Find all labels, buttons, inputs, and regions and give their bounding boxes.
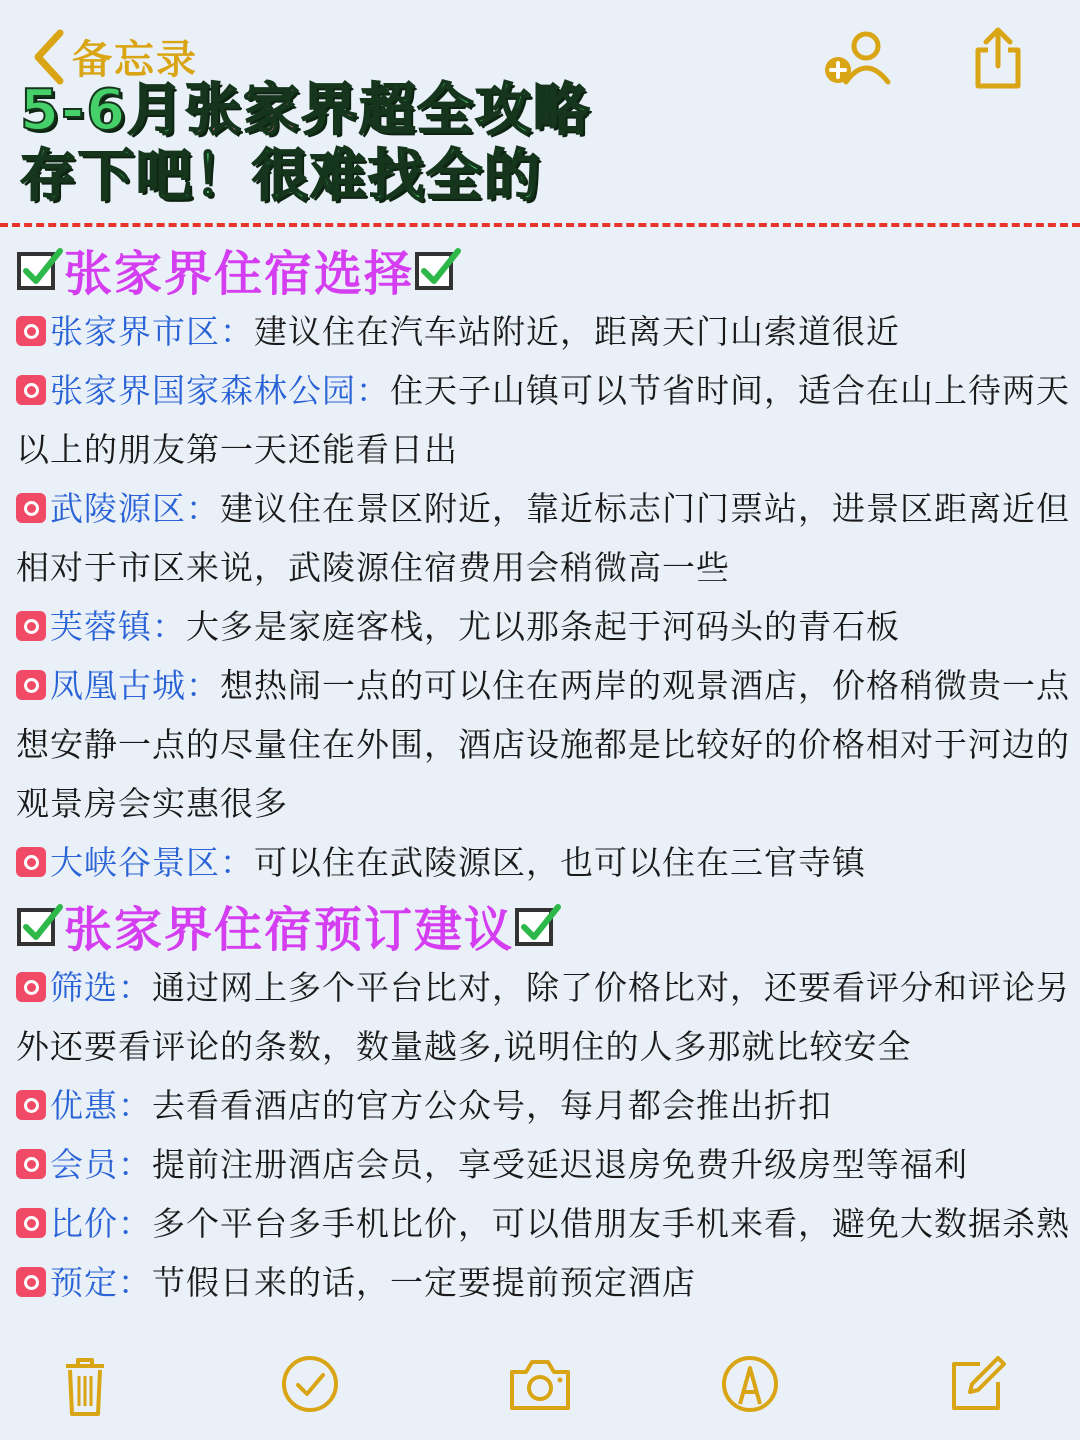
item-text: 节假日来的话，一定要提前预定酒店: [152, 1263, 696, 1302]
item-label: 武陵源区：: [50, 489, 220, 528]
title-part-place: 张家界: [185, 78, 360, 143]
section-heading-booking: [16, 892, 1072, 958]
list-item: [16, 958, 1072, 1076]
list-item: [16, 1194, 1072, 1253]
list-item: [16, 1135, 1072, 1194]
record-bullet-icon: [16, 1090, 46, 1120]
pen-markup-icon[interactable]: [720, 1354, 780, 1418]
top-bar: [0, 0, 1080, 90]
item-label: 芙蓉镇：: [50, 607, 186, 646]
item-text: 可以住在武陵源区，也可以住在三官寺镇: [254, 843, 866, 882]
title-part-date: 5-6月: [20, 78, 186, 143]
camera-icon[interactable]: [506, 1354, 574, 1418]
list-item: [16, 302, 1072, 361]
item-text: 去看看酒店的官方公众号，每月都会推出折扣: [152, 1086, 832, 1125]
item-label: 凤凰古城：: [50, 666, 220, 705]
checkbox-checked-icon: [16, 245, 64, 293]
item-text: 通过网上多个平台比对，除了价格比对，还要看评分和评论另外还要看评论的条数，数量越多,说明住的人多那就比较安全: [16, 968, 1070, 1066]
record-bullet-icon: [16, 1208, 46, 1238]
record-bullet-icon: [16, 1149, 46, 1179]
item-text: 大多是家庭客栈，尤以那条起于河码头的青石板: [186, 607, 900, 646]
list-item: [16, 1076, 1072, 1135]
record-bullet-icon: [16, 972, 46, 1002]
item-text: 建议住在景区附近，靠近标志门门票站，进景区距离近但相对于市区来说，武陵源住宿费用会稍微高一些: [16, 489, 1070, 587]
item-label: 大峡谷景区：: [50, 843, 254, 882]
list-item: [16, 1253, 1072, 1312]
item-label: 比价：: [50, 1204, 152, 1243]
list-item: [16, 833, 1072, 892]
list-item: [16, 597, 1072, 656]
item-text: 建议住在汽车站附近，距离天门山索道很近: [254, 312, 900, 351]
item-text: 住天子山镇可以节省时间，适合在山上待两天以上的朋友第一天还能看日出: [16, 371, 1070, 469]
record-bullet-icon: [16, 1267, 46, 1297]
list-item: [16, 361, 1072, 479]
record-bullet-icon: [16, 611, 46, 641]
title-part-guide: 超全攻略: [359, 78, 592, 143]
item-label: 筛选：: [50, 968, 152, 1007]
item-text: 想热闹一点的可以住在两岸的观景酒店，价格稍微贵一点想安静一点的尽量住在外围，酒店设施都是比较好的价格相对于河边的观景房会实惠很多: [16, 666, 1070, 823]
add-person-icon[interactable]: [822, 26, 896, 94]
checkbox-checked-icon: [414, 245, 462, 293]
note-body[interactable]: [16, 236, 1072, 1312]
section-heading-text: 张家界住宿预订建议: [64, 901, 515, 958]
list-item: [16, 656, 1072, 833]
record-bullet-icon: [16, 375, 46, 405]
title-line-2: 存下吧！很难找全的: [20, 144, 542, 209]
list-item: [16, 479, 1072, 597]
bottom-toolbar: [0, 1346, 1080, 1440]
item-label: 张家界市区：: [50, 312, 254, 351]
record-bullet-icon: [16, 847, 46, 877]
chevron-left-icon: [30, 29, 66, 85]
note-title: [20, 78, 591, 210]
title-line-1: [20, 78, 591, 144]
back-label: 备忘录: [72, 37, 198, 83]
item-text: 多个平台多手机比价，可以借朋友手机来看，避免大数据杀熟: [152, 1204, 1070, 1243]
item-label: 张家界国家森林公园：: [50, 371, 390, 410]
share-icon[interactable]: [970, 26, 1026, 94]
checkbox-checked-icon: [514, 901, 562, 949]
item-label: 预定：: [50, 1263, 152, 1302]
record-bullet-icon: [16, 670, 46, 700]
item-text: 提前注册酒店会员，享受延迟退房免费升级房型等福利: [152, 1145, 968, 1184]
item-label: 会员：: [50, 1145, 152, 1184]
back-button[interactable]: [30, 28, 198, 85]
checkbox-checked-icon: [16, 901, 64, 949]
trash-icon[interactable]: [62, 1354, 108, 1422]
section-heading-accommodation: [16, 236, 1072, 302]
dashed-divider: [0, 223, 1080, 227]
item-label: 优惠：: [50, 1086, 152, 1125]
section-heading-text: 张家界住宿选择: [64, 245, 415, 302]
record-bullet-icon: [16, 493, 46, 523]
record-bullet-icon: [16, 316, 46, 346]
checkmark-circle-icon[interactable]: [280, 1354, 340, 1418]
compose-icon[interactable]: [946, 1354, 1008, 1420]
